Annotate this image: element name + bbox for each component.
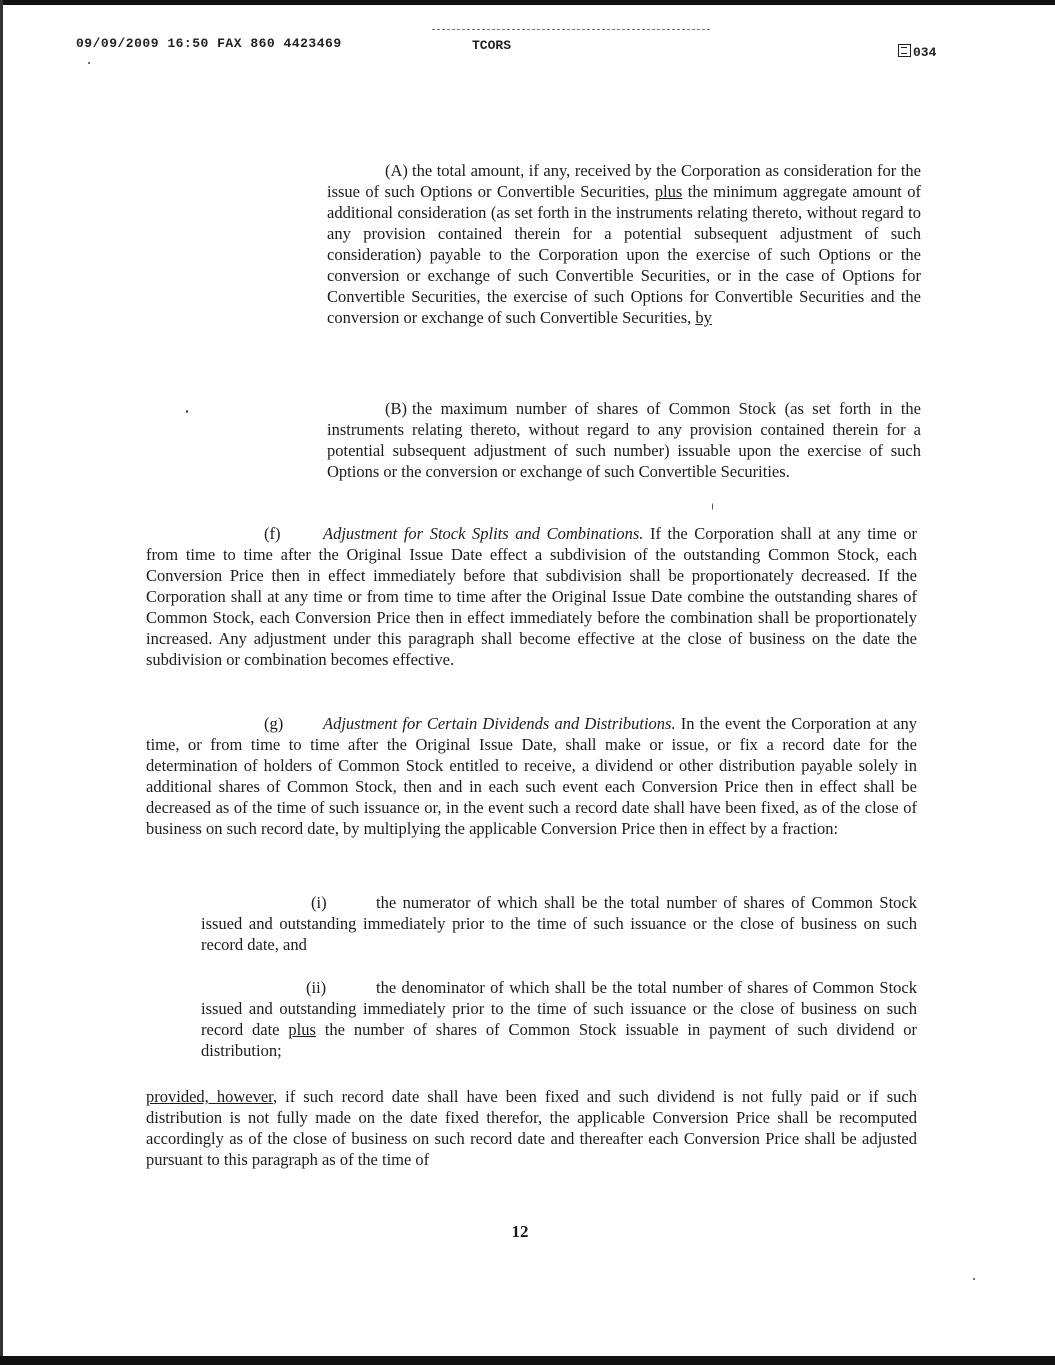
page-number: 12 — [511, 1222, 529, 1241]
paragraph-b — [327, 398, 921, 482]
paragraph-ii-text-1: the denominator of which shall be the total number of shares of Common Stock issued and outstanding immediately prior to the time of such issuance or the close of business on such record date — [201, 978, 917, 1039]
fax-page-icon — [898, 44, 911, 57]
scan-edge-bottom — [0, 1356, 1055, 1365]
fax-page-number: 034 — [913, 45, 937, 60]
paragraph-f — [146, 523, 917, 670]
fax-page-code — [898, 44, 936, 60]
paragraph-g-label: (g) — [264, 714, 284, 733]
scan-speck — [973, 1278, 975, 1280]
paragraph-a-plus: plus — [654, 182, 683, 201]
paragraph-i-text: the numerator of which shall be the total number of shares of Common Stock issued and outstanding immediately prior to the time of such issuance or the close of business on such record date, and — [201, 893, 917, 954]
scan-speck — [88, 62, 90, 64]
scan-edge-left — [0, 0, 3, 1365]
fax-header-company: TCORS — [472, 38, 512, 53]
paragraph-ii-text-2: the number of shares of Common Stock issuable in payment of such dividend or distribution; — [201, 1020, 917, 1060]
paragraph-ii — [201, 977, 917, 1061]
paragraph-i — [201, 892, 917, 955]
paragraph-a-by: by — [695, 308, 712, 327]
paragraph-ii-label: (ii) — [306, 978, 327, 997]
paragraph-a-text-1: the total amount, if any, received by the Corporation as consideration for the issue of such Options or Convertible Securities, — [327, 161, 921, 201]
paragraph-i-label: (i) — [311, 893, 327, 912]
fax-header-rule — [432, 29, 710, 31]
proviso-lead: provided, however — [146, 1087, 273, 1106]
paragraph-b-label: (B) — [385, 399, 407, 418]
paragraph-a — [327, 160, 921, 328]
scan-speck — [712, 503, 713, 510]
paragraph-ii-plus: plus — [288, 1020, 316, 1039]
scan-speck — [186, 410, 188, 413]
paragraph-f-label: (f) — [264, 524, 281, 543]
fax-header-timestamp: 09/09/2009 16:50 FAX 860 4423469 — [76, 36, 342, 51]
paragraph-g-heading: Adjustment for Certain Dividends and Distributions. — [323, 714, 676, 733]
paragraph-proviso — [146, 1086, 917, 1170]
paragraph-g — [146, 713, 917, 839]
paragraph-f-text: If the Corporation shall at any time or from time to time after the Original Issue Date effect a subdivision of the outstanding Common Stock, each Conversion Price then in effect immediately before that subdivision shall be proportionately decreased. If the Corporation shall at any time or from time to time after the Original Issue Date combine the outstanding shares of Common Stock, each Conversion Price then in effect immediately before the combination shall be proportionately increased. Any adjustment under this paragraph shall become effective at the close of business on the date the subdivision or combination becomes effective. — [146, 524, 917, 669]
proviso-text: , if such record date shall have been fixed and such dividend is not fully paid or if such distribution is not fully made on the date fixed therefor, the applicable Conversion Price shall be recomputed accordingly as of the close of business on such record date and thereafter each Conversion Price shall be adjusted pursuant to this paragraph as of the time of — [146, 1087, 917, 1169]
paragraph-a-text-2: the minimum aggregate amount of additional consideration (as set forth in the instruments relating thereto, without regard to any provision contained therein for a potential subsequent adjustment of such consideration) payable to the Corporation upon the exercise of such Options or the conversion or exchange of such Convertible Securities, or in the case of Options for Convertible Securities, the exercise of such Options for Convertible Securities and the conversion or exchange of such Convertible Securities, — [327, 182, 921, 327]
paragraph-f-heading: Adjustment for Stock Splits and Combinations. — [323, 524, 644, 543]
paragraph-g-text: In the event the Corporation at any time, or from time to time after the Original Issue Date, shall make or issue, or fix a record date for the determination of holders of Common Stock entitled to receive, a dividend or other distribution payable solely in additional shares of Common Stock, then and in each such event each Conversion Price then in effect shall be decreased as of the time of such issuance or, in the event such a record date shall have been fixed, as of the close of business on such record date, by multiplying the applicable Conversion Price then in effect by a fraction: — [146, 714, 917, 838]
paragraph-b-text: the maximum number of shares of Common Stock (as set forth in the instruments relating thereto, without regard to any provision contained therein for a potential subsequent adjustment of such number) issuable upon the exercise of such Options or the conversion or exchange of such Convertible Securities. — [327, 399, 921, 481]
paragraph-a-label: (A) — [385, 161, 408, 180]
scan-edge-top — [0, 0, 1055, 5]
